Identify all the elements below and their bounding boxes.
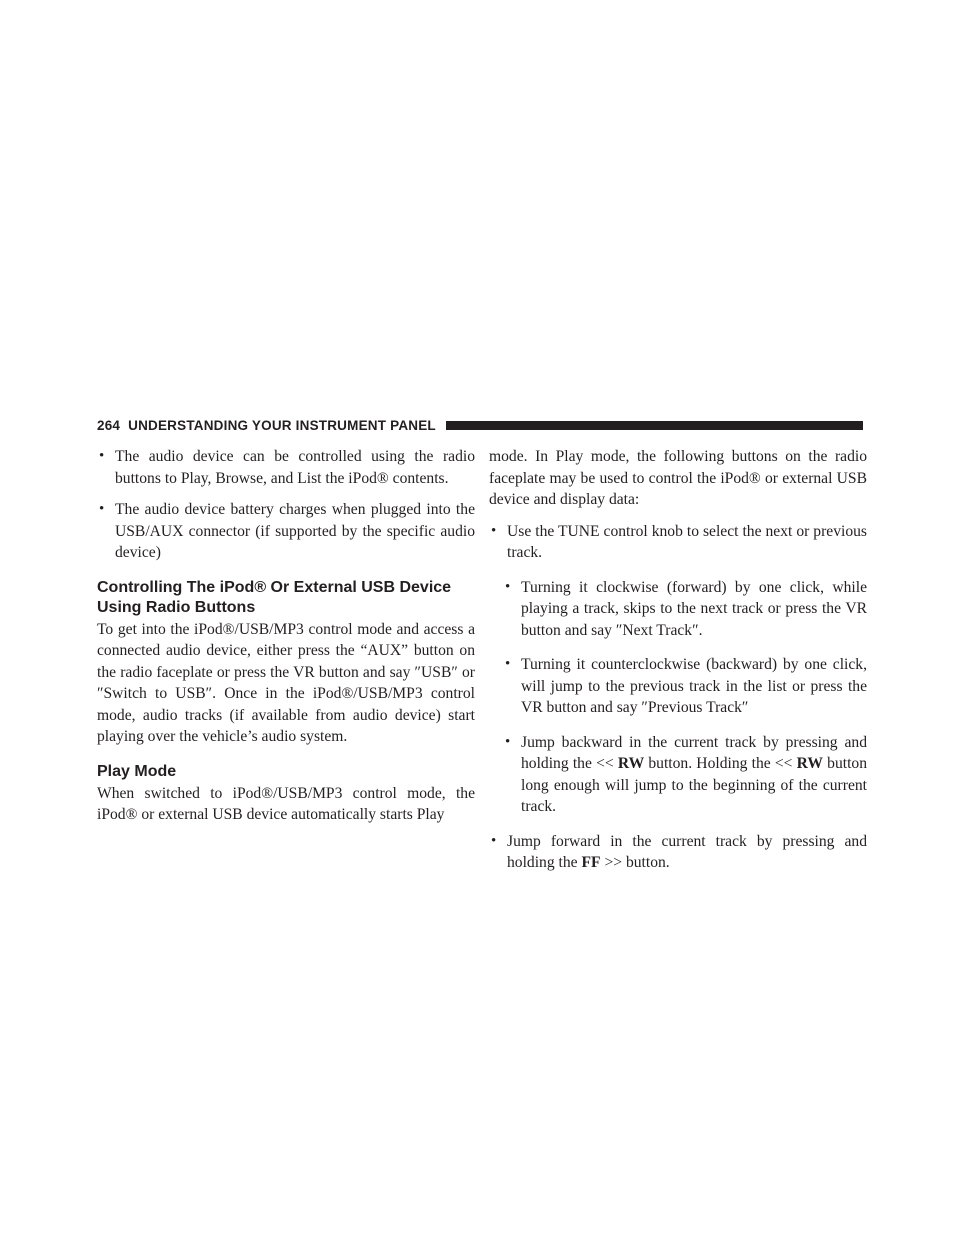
list-item [503,577,867,642]
bullet-icon: • [505,656,511,672]
bullet-icon: • [99,501,105,517]
header-rule [446,421,863,430]
page-number: 264 [97,417,121,433]
list-item [503,732,867,818]
bullet-icon: • [505,578,511,595]
ff-label: FF [581,854,601,871]
text-run: button long enough will jump to the beginning of the current track. [521,755,867,815]
list-item [489,831,867,874]
rw-label: RW [617,755,645,772]
bullet-text [507,833,867,872]
bullet-text: The audio device can be controlled using the radio buttons to Play, Browse, and List the iPod® contents. [115,448,475,487]
list-item [97,446,475,489]
bullet-icon: • [491,832,497,849]
bullet-text: The audio device battery charges when plugged into the USB/AUX connector (if supported by the specific audio device) [115,501,475,561]
body-paragraph: To get into the iPod®/USB/MP3 control mode and access a connected audio device, either press the “AUX” button on the radio faceplate or press the VR button and say ″USB″ or ″Switch to USB″. Once in the iPod®/USB/MP3 control mode, audio tracks (if available from audio device) start playing over the vehicle’s audio system. [97,620,475,745]
text-run: Jump backward in the current track by pressing and holding the << [521,733,867,772]
rw-label: RW [796,755,823,772]
list-item [503,654,867,719]
body-paragraph: mode. In Play mode, the following buttons on the radio faceplate may be used to control the iPod® or external USB device and display data: [489,448,867,508]
list-item [489,521,867,564]
body-paragraph: When switched to iPod®/USB/MP3 control mode, the iPod® or external USB device automatically starts Play [97,784,475,823]
bullet-icon: • [505,733,511,750]
bullet-icon: • [99,448,105,464]
bullet-text: Turning it counterclockwise (backward) by one click, will jump to the previous track in the list or press the VR button and say ″Previous Track″ [521,656,867,716]
section-heading: Controlling The iPod® Or External USB Device Using Radio Buttons [97,578,452,616]
section-title: UNDERSTANDING YOUR INSTRUMENT PANEL [128,417,436,433]
bullet-text: Use the TUNE control knob to select the next or previous track. [507,522,867,561]
text-run: >> button. [600,854,670,871]
right-column [489,446,867,874]
left-column [97,446,475,826]
bullet-icon: • [491,522,497,539]
bullet-text: Turning it clockwise (forward) by one click, while playing a track, skips to the next track or press the VR button and say ″Next Track″. [521,578,867,639]
section-heading: Play Mode [97,762,177,780]
bullet-text [521,734,867,816]
text-run: button. Holding the << [644,755,797,772]
text-run: Jump forward in the current track by pressing and holding the [507,832,867,871]
list-item [97,499,475,564]
page-header [97,416,863,434]
